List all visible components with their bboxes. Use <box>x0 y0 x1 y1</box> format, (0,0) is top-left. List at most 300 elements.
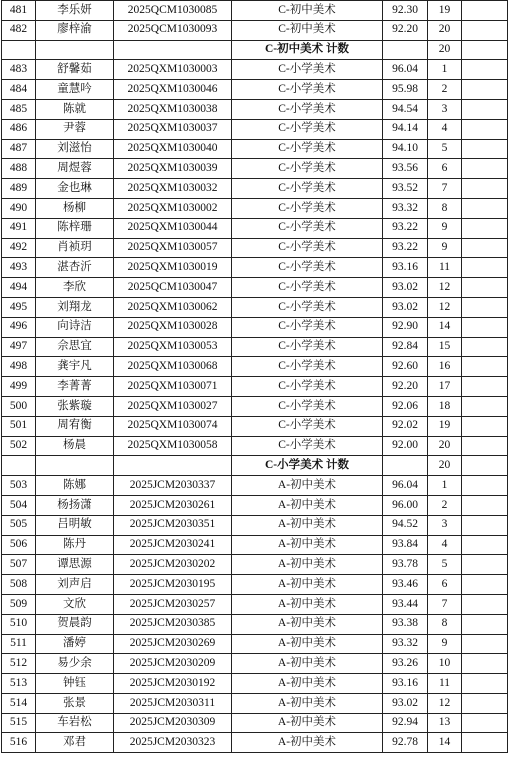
category-cell: A-初中美术 <box>232 495 383 515</box>
blank-cell <box>462 278 508 298</box>
id-cell <box>114 40 232 60</box>
row-number-cell: 514 <box>2 693 36 713</box>
table-row <box>2 674 508 694</box>
name-cell: 陈丹 <box>36 535 114 555</box>
score-cell: 93.22 <box>383 238 428 258</box>
row-number-cell: 503 <box>2 476 36 496</box>
rank-cell: 14 <box>428 317 462 337</box>
rank-cell: 4 <box>428 535 462 555</box>
category-cell: C-小学美术 <box>232 99 383 119</box>
name-cell: 陈娜 <box>36 476 114 496</box>
id-cell: 2025JCM2030269 <box>114 634 232 654</box>
id-cell: 2025JCM2030311 <box>114 693 232 713</box>
name-cell: 周宥衡 <box>36 416 114 436</box>
id-cell: 2025QXM1030068 <box>114 357 232 377</box>
blank-cell <box>462 238 508 258</box>
rank-cell: 4 <box>428 119 462 139</box>
id-cell: 2025JCM2030261 <box>114 495 232 515</box>
category-cell: C-小学美术 <box>232 119 383 139</box>
table-row <box>2 20 508 40</box>
table-row <box>2 159 508 179</box>
rank-cell: 7 <box>428 179 462 199</box>
rank-cell: 16 <box>428 357 462 377</box>
row-number-cell: 510 <box>2 614 36 634</box>
results-table <box>1 0 508 753</box>
category-cell: A-初中美术 <box>232 614 383 634</box>
row-number-cell: 484 <box>2 80 36 100</box>
name-cell: 陈就 <box>36 99 114 119</box>
score-cell <box>383 456 428 476</box>
id-cell: 2025QXM1030053 <box>114 337 232 357</box>
id-cell: 2025QXM1030058 <box>114 436 232 456</box>
category-cell: C-小学美术 <box>232 317 383 337</box>
rank-cell: 9 <box>428 218 462 238</box>
table-row <box>2 555 508 575</box>
id-cell: 2025QXM1030039 <box>114 159 232 179</box>
table-row <box>2 218 508 238</box>
table-row <box>2 713 508 733</box>
blank-cell <box>462 139 508 159</box>
blank-cell <box>462 515 508 535</box>
score-cell: 94.52 <box>383 515 428 535</box>
name-cell: 车岩松 <box>36 713 114 733</box>
blank-cell <box>462 396 508 416</box>
name-cell: 潘婷 <box>36 634 114 654</box>
row-number-cell: 490 <box>2 198 36 218</box>
blank-cell <box>462 476 508 496</box>
table-row <box>2 654 508 674</box>
name-cell: 谭思源 <box>36 555 114 575</box>
score-cell: 93.26 <box>383 654 428 674</box>
blank-cell <box>462 555 508 575</box>
category-cell: C-小学美术 <box>232 416 383 436</box>
table-row <box>2 495 508 515</box>
score-cell: 93.16 <box>383 258 428 278</box>
category-cell: A-初中美术 <box>232 535 383 555</box>
rank-cell: 12 <box>428 278 462 298</box>
row-number-cell: 501 <box>2 416 36 436</box>
name-cell: 廖梓渝 <box>36 20 114 40</box>
blank-cell <box>462 80 508 100</box>
row-number-cell: 481 <box>2 1 36 21</box>
row-number-cell: 507 <box>2 555 36 575</box>
row-number-cell: 497 <box>2 337 36 357</box>
blank-cell <box>462 297 508 317</box>
score-cell: 93.32 <box>383 634 428 654</box>
table-row <box>2 377 508 397</box>
row-number-cell: 489 <box>2 179 36 199</box>
id-cell: 2025QCM1030047 <box>114 278 232 298</box>
table-row <box>2 476 508 496</box>
score-cell: 92.20 <box>383 20 428 40</box>
id-cell: 2025QXM1030046 <box>114 80 232 100</box>
category-cell: C-小学美术 <box>232 357 383 377</box>
table-row <box>2 594 508 614</box>
id-cell: 2025JCM2030195 <box>114 575 232 595</box>
name-cell <box>36 456 114 476</box>
table-row <box>2 634 508 654</box>
category-cell: A-初中美术 <box>232 713 383 733</box>
score-cell: 92.60 <box>383 357 428 377</box>
table-row <box>2 614 508 634</box>
category-cell: C-小学美术 <box>232 258 383 278</box>
category-cell: C-小学美术 <box>232 198 383 218</box>
category-cell: C-小学美术 <box>232 278 383 298</box>
score-cell <box>383 40 428 60</box>
blank-cell <box>462 377 508 397</box>
blank-cell <box>462 60 508 80</box>
score-cell: 92.00 <box>383 436 428 456</box>
name-cell: 文欣 <box>36 594 114 614</box>
rank-cell: 10 <box>428 654 462 674</box>
name-cell: 张景 <box>36 693 114 713</box>
name-cell: 杨扬潇 <box>36 495 114 515</box>
table-row <box>2 733 508 753</box>
rank-cell: 6 <box>428 159 462 179</box>
subtotal-row <box>2 456 508 476</box>
row-number-cell: 499 <box>2 377 36 397</box>
id-cell: 2025QCM1030085 <box>114 1 232 21</box>
category-cell: A-初中美术 <box>232 733 383 753</box>
score-cell: 96.04 <box>383 60 428 80</box>
category-cell: C-初中美术 <box>232 20 383 40</box>
id-cell: 2025QXM1030057 <box>114 238 232 258</box>
category-cell: C-小学美术 <box>232 377 383 397</box>
name-cell: 李菁菁 <box>36 377 114 397</box>
name-cell: 刘翔龙 <box>36 297 114 317</box>
table-row <box>2 80 508 100</box>
row-number-cell: 502 <box>2 436 36 456</box>
blank-cell <box>462 634 508 654</box>
table-row <box>2 337 508 357</box>
score-cell: 93.02 <box>383 297 428 317</box>
score-cell: 93.22 <box>383 218 428 238</box>
name-cell: 邓君 <box>36 733 114 753</box>
table-row <box>2 60 508 80</box>
rank-cell: 17 <box>428 377 462 397</box>
id-cell: 2025JCM2030351 <box>114 515 232 535</box>
blank-cell <box>462 198 508 218</box>
category-cell: A-初中美术 <box>232 693 383 713</box>
name-cell: 湛杏沂 <box>36 258 114 278</box>
category-cell: C-小学美术 <box>232 436 383 456</box>
table-row <box>2 575 508 595</box>
rank-cell: 5 <box>428 139 462 159</box>
blank-cell <box>462 674 508 694</box>
rank-cell: 11 <box>428 258 462 278</box>
score-cell: 94.10 <box>383 139 428 159</box>
id-cell: 2025JCM2030385 <box>114 614 232 634</box>
row-number-cell: 513 <box>2 674 36 694</box>
category-cell: C-小学美术 <box>232 60 383 80</box>
id-cell: 2025QXM1030038 <box>114 99 232 119</box>
subtotal-label: C-小学美术 计数 <box>232 456 383 476</box>
id-cell: 2025QXM1030074 <box>114 416 232 436</box>
category-cell: C-小学美术 <box>232 139 383 159</box>
score-cell: 93.38 <box>383 614 428 634</box>
score-cell: 93.52 <box>383 179 428 199</box>
category-cell: A-初中美术 <box>232 476 383 496</box>
rank-cell: 3 <box>428 99 462 119</box>
row-number-cell: 512 <box>2 654 36 674</box>
name-cell <box>36 40 114 60</box>
category-cell: C-小学美术 <box>232 337 383 357</box>
rank-cell: 1 <box>428 476 462 496</box>
rank-cell: 11 <box>428 674 462 694</box>
name-cell: 陈梓珊 <box>36 218 114 238</box>
name-cell: 张紫璇 <box>36 396 114 416</box>
rank-cell: 19 <box>428 416 462 436</box>
name-cell: 杨柳 <box>36 198 114 218</box>
id-cell: 2025JCM2030337 <box>114 476 232 496</box>
row-number-cell: 492 <box>2 238 36 258</box>
rank-cell: 13 <box>428 713 462 733</box>
blank-cell <box>462 218 508 238</box>
name-cell: 易少余 <box>36 654 114 674</box>
blank-cell <box>462 258 508 278</box>
row-number-cell: 494 <box>2 278 36 298</box>
row-number-cell: 511 <box>2 634 36 654</box>
category-cell: A-初中美术 <box>232 555 383 575</box>
score-cell: 94.54 <box>383 99 428 119</box>
category-cell: C-小学美术 <box>232 179 383 199</box>
rank-cell: 5 <box>428 555 462 575</box>
score-cell: 93.32 <box>383 198 428 218</box>
row-number-cell: 487 <box>2 139 36 159</box>
rank-cell: 9 <box>428 238 462 258</box>
score-cell: 92.94 <box>383 713 428 733</box>
id-cell: 2025JCM2030209 <box>114 654 232 674</box>
name-cell: 佘思宜 <box>36 337 114 357</box>
score-cell: 94.14 <box>383 119 428 139</box>
score-cell: 93.16 <box>383 674 428 694</box>
rank-cell: 20 <box>428 20 462 40</box>
blank-cell <box>462 416 508 436</box>
id-cell: 2025QXM1030037 <box>114 119 232 139</box>
rank-cell: 15 <box>428 337 462 357</box>
name-cell: 周煜蓉 <box>36 159 114 179</box>
name-cell: 刘滋怡 <box>36 139 114 159</box>
rank-cell: 1 <box>428 60 462 80</box>
blank-cell <box>462 654 508 674</box>
row-number-cell: 485 <box>2 99 36 119</box>
category-cell: A-初中美术 <box>232 634 383 654</box>
table-row <box>2 99 508 119</box>
id-cell: 2025QCM1030093 <box>114 20 232 40</box>
name-cell: 吕明敏 <box>36 515 114 535</box>
row-number-cell: 504 <box>2 495 36 515</box>
name-cell: 李欣 <box>36 278 114 298</box>
id-cell: 2025JCM2030309 <box>114 713 232 733</box>
category-cell: C-小学美术 <box>232 297 383 317</box>
score-cell: 92.02 <box>383 416 428 436</box>
row-number-cell <box>2 456 36 476</box>
table-row <box>2 278 508 298</box>
rank-cell: 14 <box>428 733 462 753</box>
rank-cell: 3 <box>428 515 462 535</box>
blank-cell <box>462 436 508 456</box>
name-cell: 童慧吟 <box>36 80 114 100</box>
score-cell: 93.46 <box>383 575 428 595</box>
row-number-cell: 491 <box>2 218 36 238</box>
score-cell: 92.20 <box>383 377 428 397</box>
category-cell: C-小学美术 <box>232 396 383 416</box>
table-row <box>2 357 508 377</box>
score-cell: 93.84 <box>383 535 428 555</box>
id-cell: 2025QXM1030003 <box>114 60 232 80</box>
table-row <box>2 238 508 258</box>
subtotal-count: 20 <box>428 456 462 476</box>
score-cell: 93.44 <box>383 594 428 614</box>
rank-cell: 6 <box>428 575 462 595</box>
id-cell <box>114 456 232 476</box>
row-number-cell: 508 <box>2 575 36 595</box>
row-number-cell: 495 <box>2 297 36 317</box>
score-cell: 96.00 <box>383 495 428 515</box>
score-cell: 95.98 <box>383 80 428 100</box>
table-row <box>2 179 508 199</box>
row-number-cell: 496 <box>2 317 36 337</box>
blank-cell <box>462 159 508 179</box>
score-cell: 92.78 <box>383 733 428 753</box>
category-cell: A-初中美术 <box>232 654 383 674</box>
name-cell: 尹蓉 <box>36 119 114 139</box>
name-cell: 刘声启 <box>36 575 114 595</box>
rank-cell: 12 <box>428 297 462 317</box>
category-cell: C-初中美术 <box>232 1 383 21</box>
name-cell: 向诗洁 <box>36 317 114 337</box>
id-cell: 2025JCM2030202 <box>114 555 232 575</box>
blank-cell <box>462 40 508 60</box>
blank-cell <box>462 733 508 753</box>
blank-cell <box>462 594 508 614</box>
id-cell: 2025QXM1030062 <box>114 297 232 317</box>
score-cell: 92.30 <box>383 1 428 21</box>
name-cell: 龚宇凡 <box>36 357 114 377</box>
id-cell: 2025QXM1030032 <box>114 179 232 199</box>
name-cell: 贺晨韵 <box>36 614 114 634</box>
category-cell: A-初中美术 <box>232 674 383 694</box>
id-cell: 2025QXM1030040 <box>114 139 232 159</box>
table-row <box>2 535 508 555</box>
blank-cell <box>462 357 508 377</box>
score-cell: 93.78 <box>383 555 428 575</box>
category-cell: A-初中美术 <box>232 575 383 595</box>
table-row <box>2 297 508 317</box>
row-number-cell: 483 <box>2 60 36 80</box>
name-cell: 李乐妍 <box>36 1 114 21</box>
blank-cell <box>462 119 508 139</box>
blank-cell <box>462 1 508 21</box>
blank-cell <box>462 179 508 199</box>
table-row <box>2 1 508 21</box>
table-row <box>2 416 508 436</box>
id-cell: 2025QXM1030027 <box>114 396 232 416</box>
category-cell: C-小学美术 <box>232 159 383 179</box>
blank-cell <box>462 495 508 515</box>
id-cell: 2025JCM2030257 <box>114 594 232 614</box>
score-cell: 92.90 <box>383 317 428 337</box>
id-cell: 2025QXM1030071 <box>114 377 232 397</box>
rank-cell: 8 <box>428 614 462 634</box>
score-cell: 92.06 <box>383 396 428 416</box>
rank-cell: 20 <box>428 436 462 456</box>
category-cell: C-小学美术 <box>232 80 383 100</box>
blank-cell <box>462 317 508 337</box>
table-row <box>2 396 508 416</box>
blank-cell <box>462 337 508 357</box>
id-cell: 2025QXM1030019 <box>114 258 232 278</box>
subtotal-count: 20 <box>428 40 462 60</box>
row-number-cell: 509 <box>2 594 36 614</box>
row-number-cell: 500 <box>2 396 36 416</box>
score-cell: 93.02 <box>383 693 428 713</box>
id-cell: 2025QXM1030028 <box>114 317 232 337</box>
blank-cell <box>462 99 508 119</box>
blank-cell <box>462 693 508 713</box>
rank-cell: 12 <box>428 693 462 713</box>
id-cell: 2025JCM2030323 <box>114 733 232 753</box>
row-number-cell: 515 <box>2 713 36 733</box>
id-cell: 2025QXM1030044 <box>114 218 232 238</box>
rank-cell: 9 <box>428 634 462 654</box>
rank-cell: 8 <box>428 198 462 218</box>
table-row <box>2 693 508 713</box>
table-row <box>2 436 508 456</box>
id-cell: 2025JCM2030241 <box>114 535 232 555</box>
id-cell: 2025QXM1030002 <box>114 198 232 218</box>
row-number-cell: 506 <box>2 535 36 555</box>
rank-cell: 2 <box>428 495 462 515</box>
name-cell: 舒馨茹 <box>36 60 114 80</box>
blank-cell <box>462 713 508 733</box>
score-cell: 92.84 <box>383 337 428 357</box>
id-cell: 2025JCM2030192 <box>114 674 232 694</box>
row-number-cell: 516 <box>2 733 36 753</box>
row-number-cell: 482 <box>2 20 36 40</box>
blank-cell <box>462 614 508 634</box>
table-row <box>2 258 508 278</box>
category-cell: A-初中美术 <box>232 515 383 535</box>
rank-cell: 7 <box>428 594 462 614</box>
row-number-cell: 493 <box>2 258 36 278</box>
subtotal-label: C-初中美术 计数 <box>232 40 383 60</box>
table-row <box>2 515 508 535</box>
table-row <box>2 317 508 337</box>
subtotal-row <box>2 40 508 60</box>
blank-cell <box>462 456 508 476</box>
name-cell: 金也琳 <box>36 179 114 199</box>
blank-cell <box>462 535 508 555</box>
category-cell: C-小学美术 <box>232 218 383 238</box>
rank-cell: 19 <box>428 1 462 21</box>
rank-cell: 18 <box>428 396 462 416</box>
row-number-cell: 505 <box>2 515 36 535</box>
score-cell: 93.56 <box>383 159 428 179</box>
name-cell: 杨晨 <box>36 436 114 456</box>
score-cell: 93.02 <box>383 278 428 298</box>
row-number-cell <box>2 40 36 60</box>
row-number-cell: 498 <box>2 357 36 377</box>
row-number-cell: 488 <box>2 159 36 179</box>
table-row <box>2 119 508 139</box>
category-cell: A-初中美术 <box>232 594 383 614</box>
rank-cell: 2 <box>428 80 462 100</box>
category-cell: C-小学美术 <box>232 238 383 258</box>
name-cell: 钟钰 <box>36 674 114 694</box>
blank-cell <box>462 575 508 595</box>
row-number-cell: 486 <box>2 119 36 139</box>
